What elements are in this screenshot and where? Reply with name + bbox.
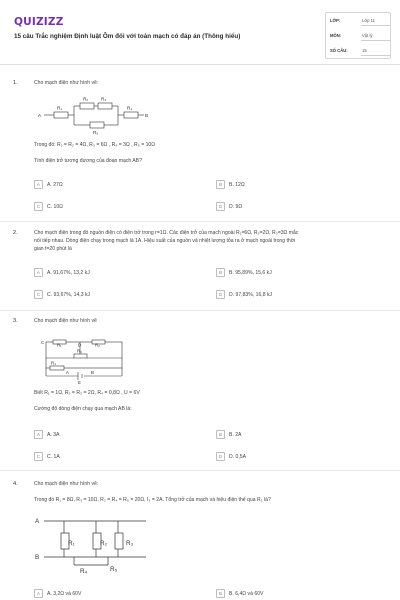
- question-divider: [0, 221, 400, 222]
- option-letter-badge: B: [216, 589, 225, 598]
- label-A: A: [35, 518, 40, 525]
- question-given: Biết R₁ = 1Ω, R₂ = R₃ = 2Ω, R₄ = 0,8Ω , U = 6V: [34, 390, 140, 396]
- question-prompt-line: nối tiếp nhau. Dòng điện chạy trong mạch là 1A. Hiệu suất của nguồn và nhiệt lượng tỏa ra ở mạch ngoài trong thời: [34, 238, 296, 244]
- quizizz-logo: QUIZIZZ: [14, 16, 64, 28]
- question-divider: [0, 470, 400, 471]
- option-text: B. 95,89%, 15,6 kJ: [229, 269, 272, 276]
- meta-row-subject: [330, 29, 390, 43]
- meta-info-box: [325, 12, 391, 59]
- label-R1: R₁: [57, 342, 62, 348]
- meta-value: Vật lý: [362, 33, 373, 38]
- option-text: D. 0,5A: [229, 453, 246, 460]
- question-given: Trong đó R₁ = 8Ω, R₃ = 10Ω, R₂ = R₄ = R₅ = 20Ω, I₃ = 2A. Tổng trở của mạch và hiệu điện thế qua R₂ là?: [34, 497, 271, 503]
- meta-label: SỐ CÂU:: [330, 48, 348, 53]
- option-text: C. 1A: [47, 453, 60, 460]
- option-text: B. 12Ω: [229, 181, 245, 188]
- circuit-figure-1: [38, 94, 168, 136]
- option-letter-badge: A: [34, 180, 43, 189]
- meta-row-class: [330, 14, 390, 28]
- option-letter-badge: A: [34, 589, 43, 598]
- option-text: D. 97,83%, 16,8 kJ: [229, 291, 273, 298]
- label-R1: R₁: [57, 105, 62, 111]
- label-E: E: [78, 380, 81, 384]
- label-R3: R₃: [77, 348, 82, 354]
- option-text: C. 10Ω: [47, 203, 63, 210]
- question-given: Trong đó: R₁ = R₂ = 4Ω, R₃ = 6Ω , R₄ = 3Ω , R₅ = 10Ω: [34, 142, 156, 148]
- option-letter-badge: B: [216, 180, 225, 189]
- option-letter-badge: B: [216, 268, 225, 277]
- option-letter-badge: D: [216, 452, 225, 461]
- meta-label: LỚP:: [330, 18, 341, 23]
- document-title: 15 câu Trắc nghiệm Định luật Ôm đối với toàn mạch có đáp án (Thông hiểu): [14, 33, 241, 40]
- option-letter-badge: D: [216, 290, 225, 299]
- label-D: D: [78, 342, 82, 348]
- option-text: B. 6,4Ω và 60V: [229, 590, 264, 597]
- option-letter-badge: C: [34, 202, 43, 211]
- option-text: A. 27Ω: [47, 181, 63, 188]
- question-number: 1.: [13, 80, 18, 86]
- meta-row-count: [330, 44, 390, 58]
- header-divider: [0, 64, 400, 65]
- question-ask: Tính điện trở tương đương của đoạn mạch AB?: [34, 158, 143, 164]
- label-B: B: [145, 113, 149, 118]
- question-prompt-line: Cho mạch điện trong đó nguồn điện có điện trở trong r=1Ω. Các điện trở của mạch ngoài R₁=6Ω, R₂=2Ω, R₃=3Ω mắc: [34, 230, 299, 236]
- label-R4: R₄: [51, 360, 56, 366]
- label-R1: R₁: [68, 540, 75, 547]
- question-divider: [0, 310, 400, 311]
- label-C: C: [41, 340, 45, 345]
- label-R2: R₂: [100, 540, 108, 547]
- question-number: 2.: [13, 230, 18, 236]
- question-number: 3.: [13, 318, 18, 324]
- label-A: A: [38, 113, 42, 118]
- question-prompt: Cho mạch điện như hình vẽ:: [34, 481, 99, 487]
- label-R4: R₄: [80, 568, 88, 575]
- meta-value: Lớp 11: [362, 18, 375, 23]
- circuit-figure-4: [34, 515, 164, 577]
- meta-value: 15: [362, 48, 367, 53]
- option-text: A. 91,67%, 13,2 kJ: [47, 269, 90, 276]
- option-text: B. 2A: [229, 431, 242, 438]
- option-letter-badge: B: [216, 430, 225, 439]
- option-text: A. 3A: [47, 431, 60, 438]
- label-R5: R₅: [93, 130, 99, 135]
- question-prompt: Cho mạch điện như hình vẽ:: [34, 80, 99, 86]
- question-number: 4.: [13, 481, 18, 487]
- question-ask: Cường độ dòng điện chạy qua mạch AB là:: [34, 406, 132, 412]
- option-letter-badge: C: [34, 290, 43, 299]
- label-R4: R₄: [127, 105, 133, 111]
- option-letter-badge: C: [34, 452, 43, 461]
- question-prompt-line: gian t=20 phút là: [34, 246, 72, 252]
- option-text: A. 3,2Ω và 60V: [47, 590, 82, 597]
- label-B: B: [91, 370, 94, 375]
- label-R5: R₅: [110, 566, 118, 573]
- label-R2: R₂: [83, 96, 89, 102]
- option-letter-badge: A: [34, 268, 43, 277]
- option-letter-badge: D: [216, 202, 225, 211]
- option-text: C. 93,67%, 14,3 kJ: [47, 291, 91, 298]
- circuit-figure-3: [40, 336, 130, 384]
- page-header: [0, 0, 400, 64]
- question-prompt: Cho mạch điện như hình vẽ: [34, 318, 97, 324]
- label-R3: R₃: [101, 96, 107, 102]
- label-A: A: [66, 370, 69, 375]
- meta-label: MÔN:: [330, 33, 342, 38]
- option-letter-badge: A: [34, 430, 43, 439]
- option-text: D. 9Ω: [229, 203, 243, 210]
- label-R3: R₃: [126, 540, 134, 547]
- label-R2: R₂: [95, 342, 100, 348]
- label-B: B: [35, 554, 40, 561]
